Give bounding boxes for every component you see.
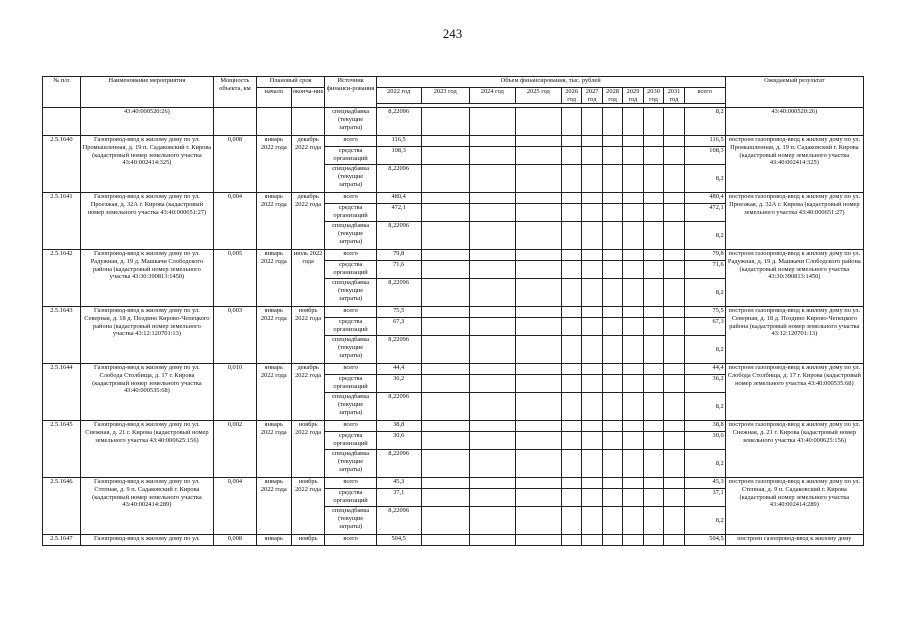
row-source-org: средства организаций [325,375,376,393]
row-source-all: всего [325,421,376,432]
row-total-org: 67,3 [684,318,725,336]
row-2022-sp: 8,22096 [376,450,421,478]
row-source-all: всего [325,478,376,489]
row-capacity: 0,004 [213,478,256,535]
row-end: ноябрь 2022 года [291,478,325,535]
row-total-all: 75,5 [684,307,725,318]
row-source-all: всего [325,250,376,261]
row-total-all: 38,8 [684,421,725,432]
row-name: Газопровод-ввод к жилому дому по ул. Северная, д. 18 д. Поздино Кирово-Чепецкого района (кадастровый номер земельного участка 43:12:120701:13) [80,307,213,364]
row-result: построен газопровод-ввод к жилому дому по ул. Степная, д. 9 п. Садаковский г. Кирова (кадастровый номер земельного участка 43:40:002414:289) [725,478,863,535]
table-row [43,535,864,546]
row-start: январь 2022 года [256,478,291,535]
row-2022-all: 38,8 [376,421,421,432]
row-source-sp: спецнадбавка (текущие затраты) [325,222,376,250]
header-capacity: Мощность объекта, км [213,77,256,108]
continuation-source: спецнадбавка (текущие затраты) [325,108,376,136]
header-year: 2025 год [515,88,561,104]
row-result: построен газопровод-ввод к жилому дому по ул. Снежная, д. 21 г. Кирова (кадастровый номер земельного участка 43:40:000625:156) [725,421,863,478]
row-total-all: 504,5 [684,535,725,546]
row-total-all: 116,5 [684,136,725,147]
header-end: оконча-ние [291,88,325,108]
row-capacity: 0,004 [213,193,256,250]
header-num: № п/п [43,77,81,108]
row-num: 2.5.1640 [43,136,81,193]
row-capacity: 0,008 [213,535,256,546]
row-2022-all: 79,8 [376,250,421,261]
row-num: 2.5.1641 [43,193,81,250]
header-year: 2027 год [582,88,602,104]
header-start: начало [256,88,291,108]
row-2022-sp: 8,22096 [376,507,421,535]
row-2022-all: 116,5 [376,136,421,147]
page-number: 243 [442,26,463,41]
row-result: построен газопровод-ввод к жилому дому по ул. Промышленная, д. 19 п. Садаковский г. Кирова (кадастровый номер земельного участка 43:40:002414:325) [725,136,863,193]
row-capacity: 0,002 [213,421,256,478]
row-2022-sp: 8,22096 [376,279,421,307]
row-result: построен газопровод-ввод к жилому дому по ул. Проезжая, д. 32А г. Кирова (кадастровый номер земельного участка 43:40:000651:27) [725,193,863,250]
header-year: 2028 год [602,88,622,104]
row-start: январь 2022 года [256,421,291,478]
row-total-sp: 8,2 [684,279,725,307]
row-2022-all: 75,5 [376,307,421,318]
row-result: построен газопровод-ввод к жилому дому [725,535,863,546]
header-name: Наименование мероприятия [80,77,213,108]
header-total: всего [684,88,725,104]
header-source: Источник финанси-рования [325,77,376,108]
row-end: ноябрь 2022 года [291,421,325,478]
row-total-sp: 8,2 [684,336,725,364]
row-total-org: 30,6 [684,432,725,450]
row-start: январь 2022 года [256,250,291,307]
row-source-all: всего [325,535,376,546]
row-end: декабрь 2022 года [291,136,325,193]
row-start: январь 2022 года [256,307,291,364]
row-source-org: средства организаций [325,204,376,222]
continuation-2022: 8,22096 [376,108,421,136]
row-source-sp: спецнадбавка (текущие затраты) [325,393,376,421]
row-source-all: всего [325,136,376,147]
row-name: Газопровод-ввод к жилому дому по ул. [80,535,213,546]
row-source-org: средства организаций [325,318,376,336]
table-row [43,108,864,136]
row-2022-sp: 8,22096 [376,393,421,421]
row-2022-org: 30,6 [376,432,421,450]
row-end: июль 2022 года [291,250,325,307]
row-end: ноябрь 2022 года [291,307,325,364]
row-total-org: 108,3 [684,147,725,165]
row-source-sp: спецнадбавка (текущие затраты) [325,450,376,478]
header-year: 2022 год [376,88,421,104]
row-source-all: всего [325,307,376,318]
row-2022-sp: 8,22096 [376,336,421,364]
row-capacity: 0,005 [213,250,256,307]
row-2022-all: 44,4 [376,364,421,375]
row-source-org: средства организаций [325,489,376,507]
row-source-sp: спецнадбавка (текущие затраты) [325,165,376,193]
continuation-total: 8,2 [684,108,725,136]
header-result: Ожидаемый результат [725,77,863,108]
row-result: построен газопровод-ввод к жилому дому по ул. Северная, д. 18 д. Поздино Кирово-Чепецкого района (кадастровый номер земельного участка 43:12:120701:13) [725,307,863,364]
row-name: Газопровод-ввод к жилому дому по ул. Проезжая, д. 32А г. Кирова (кадастровый номер земельного участка 43:40:000651:27) [80,193,213,250]
row-end: декабрь 2022 года [291,193,325,250]
row-num: 2.5.1643 [43,307,81,364]
row-num: 2.5.1644 [43,364,81,421]
row-name: Газопровод-ввод к жилому дому по ул. Слобода Столбища, д. 17 г. Кирова (кадастровый номер земельного участка 43:40:000535:68) [80,364,213,421]
row-num: 2.5.1646 [43,478,81,535]
row-2022-all: 480,4 [376,193,421,204]
table-row [43,136,864,147]
row-num: 2.5.1647 [43,535,81,546]
row-num: 2.5.1645 [43,421,81,478]
row-total-all: 44,4 [684,364,725,375]
table-row [43,250,864,261]
row-name: Газопровод-ввод к жилому дому по ул. Снежная, д. 21 г. Кирова (кадастровый номер земельного участка 43:40:000625:156) [80,421,213,478]
row-source-sp: спецнадбавка (текущие затраты) [325,507,376,535]
row-source-org: средства организаций [325,432,376,450]
row-2022-all: 45,3 [376,478,421,489]
row-end: ноябрь [291,535,325,546]
row-start: январь 2022 года [256,364,291,421]
header-year: 2030 год [643,88,663,104]
row-2022-all: 504,5 [376,535,421,546]
header-volume: Объем финансирования, тыс. рублей [376,77,725,88]
row-2022-org: 67,3 [376,318,421,336]
row-num: 2.5.1642 [43,250,81,307]
row-total-org: 37,1 [684,489,725,507]
header-year: 2026 год [561,88,581,104]
table-row [43,421,864,432]
row-source-org: средства организаций [325,147,376,165]
table-row [43,364,864,375]
row-start: январь [256,535,291,546]
row-2022-sp: 8,22096 [376,165,421,193]
row-2022-sp: 8,22096 [376,222,421,250]
header-year: 2029 год [623,88,643,104]
row-total-org: 472,1 [684,204,725,222]
row-2022-org: 71,6 [376,261,421,279]
header-year: 2023 год [421,88,469,104]
row-start: январь 2022 года [256,193,291,250]
row-capacity: 0,003 [213,307,256,364]
row-total-sp: 8,2 [684,507,725,535]
row-capacity: 0,010 [213,364,256,421]
row-source-all: всего [325,364,376,375]
continuation-result: 43:40:000520:26) [725,108,863,136]
header-planned: Плановый срок [256,77,325,88]
row-name: Газопровод-ввод к жилому дому по ул. Радужная, д. 19 д. Машкачи Слободского района (кадастровый номер земельного участка 43:30:390813:1450) [80,250,213,307]
row-total-org: 36,2 [684,375,725,393]
row-total-all: 480,4 [684,193,725,204]
row-total-org: 71,6 [684,261,725,279]
table-row [43,307,864,318]
row-capacity: 0,008 [213,136,256,193]
continuation-name: 43:40:000520:26) [80,108,213,136]
row-total-sp: 8,2 [684,165,725,193]
row-2022-org: 37,1 [376,489,421,507]
row-name: Газопровод-ввод к жилому дому по ул. Промышленная, д. 19 п. Садаковский г. Кирова (кадастровый номер земельного участка 43:40:002414:325) [80,136,213,193]
row-2022-org: 472,1 [376,204,421,222]
row-total-all: 45,3 [684,478,725,489]
table-row [43,193,864,204]
row-total-sp: 8,2 [684,393,725,421]
row-2022-org: 36,2 [376,375,421,393]
row-source-sp: спецнадбавка (текущие затраты) [325,279,376,307]
header-year: 2024 год [469,88,515,104]
row-name: Газопровод-ввод к жилому дому по ул. Степная, д. 9 п. Садаковский г. Кирова (кадастровый номер земельного участка 43:40:002414:289) [80,478,213,535]
financing-table [42,76,864,546]
row-source-org: средства организаций [325,261,376,279]
row-source-sp: спецнадбавка (текущие затраты) [325,336,376,364]
row-2022-org: 108,3 [376,147,421,165]
row-total-all: 79,8 [684,250,725,261]
row-result: построен газопровод-ввод к жилому дому по ул. Слобода Столбища, д. 17 г. Кирова (кадастровый номер земельного участка 43:40:000535:68) [725,364,863,421]
row-total-sp: 8,2 [684,450,725,478]
row-result: построен газопровод-ввод к жилому дому по ул. Радужная, д. 19 д. Машкачи Слободского района (кадастровый номер земельного участка 43:30:390813:1450) [725,250,863,307]
row-start: январь 2022 года [256,136,291,193]
row-total-sp: 8,2 [684,222,725,250]
row-end: декабрь 2022 года [291,364,325,421]
header-year: 2031 год [664,88,684,104]
row-source-all: всего [325,193,376,204]
table-row [43,478,864,489]
